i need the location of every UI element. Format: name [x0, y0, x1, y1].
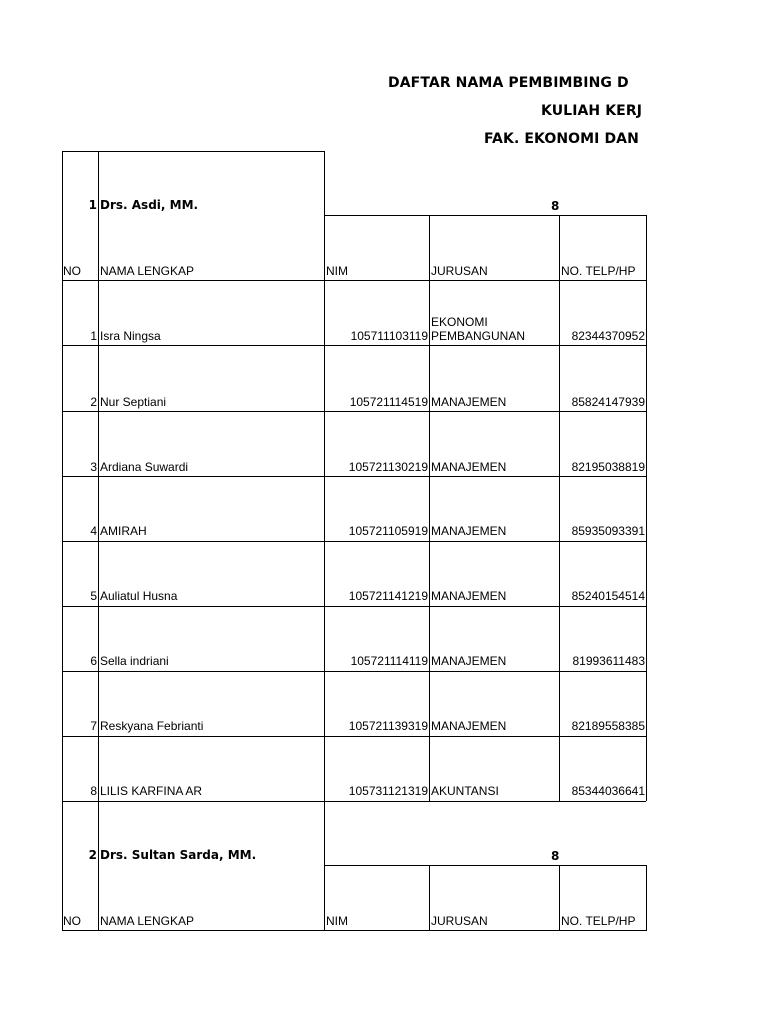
student-name: Nur Septiani [100, 395, 167, 409]
column-header-no: NO [63, 914, 81, 928]
supervisor-name: Drs. Sultan Sarda, MM. [100, 848, 257, 862]
student-name: LILIS KARFINA AR [100, 784, 203, 798]
student-phone: 85935093391 [571, 524, 645, 538]
student-major-line2: PEMBANGUNAN [431, 329, 526, 343]
column-header-phone: NO. TELP/HP [561, 264, 636, 278]
student-count: 8 [551, 849, 560, 863]
document-subtitle: KULIAH KERJ [541, 103, 643, 119]
student-major: MANAJEMEN [431, 589, 507, 603]
document-title: DAFTAR NAMA PEMBIMBING D [388, 75, 629, 91]
row-number: 5 [90, 589, 97, 603]
student-name: AMIRAH [100, 524, 147, 538]
student-name: Isra Ningsa [100, 329, 161, 343]
row-number: 3 [90, 460, 97, 474]
supervisor-name: Drs. Asdi, MM. [100, 198, 199, 212]
column-header-name: NAMA LENGKAP [100, 914, 195, 928]
student-major-line1: EKONOMI [431, 315, 488, 329]
row-number: 6 [90, 654, 97, 668]
student-major: MANAJEMEN [431, 460, 507, 474]
student-name: Sella indriani [100, 654, 169, 668]
row-number: 8 [90, 784, 97, 798]
row-number: 2 [90, 395, 97, 409]
column-header-phone: NO. TELP/HP [561, 914, 636, 928]
column-header-major: JURUSAN [431, 914, 488, 928]
row-number: 7 [90, 719, 97, 733]
column-header-major: JURUSAN [431, 264, 488, 278]
group-number: 2 [88, 848, 97, 862]
column-header-nim: NIM [326, 264, 348, 278]
column-header-no: NO [63, 264, 81, 278]
row-number: 1 [90, 329, 97, 343]
student-major: MANAJEMEN [431, 524, 507, 538]
student-phone: 81993611483 [572, 654, 645, 668]
student-name: Reskyana Febrianti [100, 719, 204, 733]
student-nim: 105721105919 [348, 524, 428, 538]
student-nim: 105721114519 [349, 395, 428, 409]
student-phone: 85824147939 [571, 395, 645, 409]
student-nim: 105721139319 [348, 719, 428, 733]
student-phone: 82344370952 [571, 329, 645, 343]
student-major: AKUNTANSI [431, 784, 499, 798]
faculty-title: FAK. EKONOMI DAN [484, 131, 639, 147]
student-phone: 85240154514 [571, 589, 645, 603]
student-nim: 105721114119 [350, 654, 428, 668]
student-major: MANAJEMEN [431, 654, 507, 668]
row-number: 4 [90, 524, 97, 538]
column-header-nim: NIM [326, 914, 348, 928]
student-phone: 85344036641 [571, 784, 645, 798]
student-nim: 105721141219 [348, 589, 428, 603]
student-phone: 82189558385 [571, 719, 645, 733]
column-header-name: NAMA LENGKAP [100, 264, 195, 278]
student-nim: 105721130219 [348, 460, 428, 474]
student-nim: 105711103119 [350, 329, 428, 343]
student-major: MANAJEMEN [431, 395, 507, 409]
group-number: 1 [88, 198, 97, 212]
student-count: 8 [551, 199, 560, 213]
student-name: Ardiana Suwardi [100, 460, 189, 474]
student-nim: 105731121319 [348, 784, 428, 798]
student-name: Auliatul Husna [100, 589, 178, 603]
student-major: MANAJEMEN [431, 719, 507, 733]
student-phone: 82195038819 [571, 460, 645, 474]
